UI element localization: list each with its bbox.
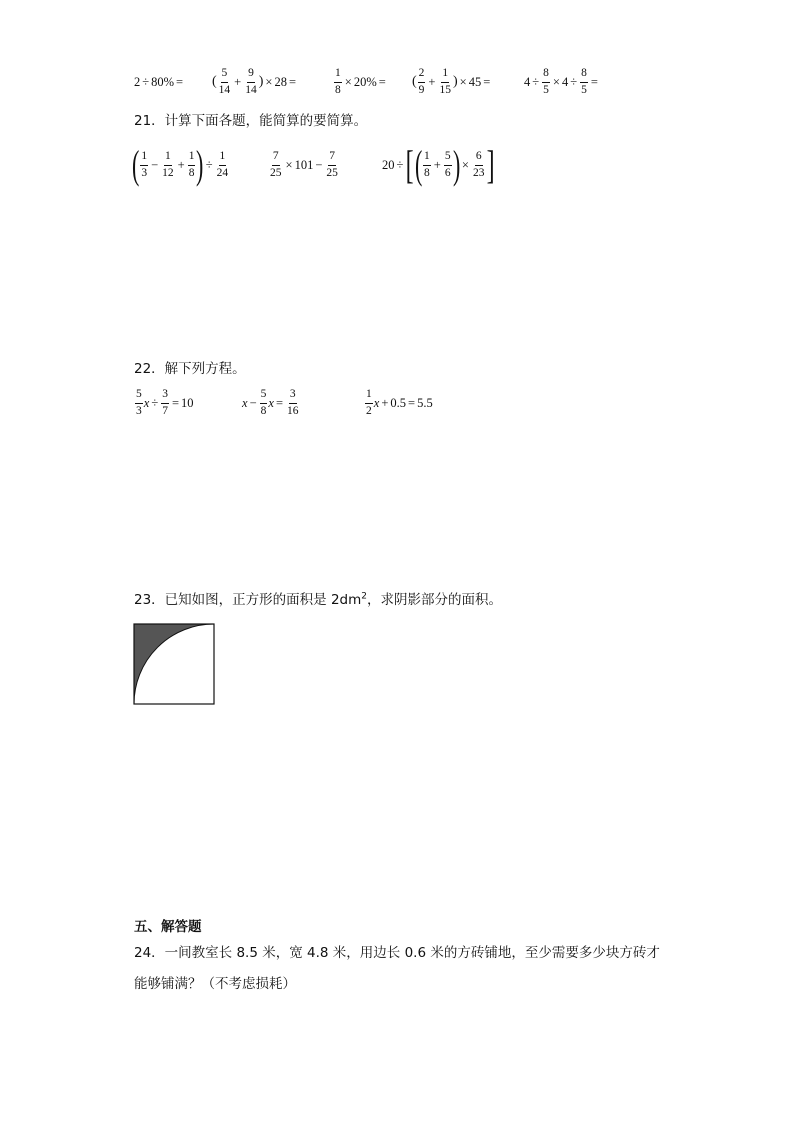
number: 28 <box>274 74 287 89</box>
denominator: 24 <box>216 166 229 179</box>
square-quarter-circle-figure <box>133 623 215 705</box>
number: 4 <box>561 74 569 89</box>
fraction <box>334 68 342 96</box>
fraction <box>135 389 143 417</box>
minus-sign: − <box>315 157 323 172</box>
times-sign: × <box>461 157 469 172</box>
plus-sign: + <box>381 395 389 410</box>
section-title: 五、解答题 <box>134 919 202 935</box>
title-text: ，求阴影部分的面积。 <box>367 592 503 608</box>
question-23-title <box>134 588 502 608</box>
fraction <box>580 68 588 96</box>
fraction <box>161 151 175 179</box>
fraction <box>188 151 196 179</box>
expr-21-1 <box>132 143 230 187</box>
fraction <box>472 151 486 179</box>
minus-sign: − <box>249 395 257 410</box>
denominator: 8 <box>335 83 341 96</box>
divide-sign: ÷ <box>532 74 540 89</box>
expr-20-2 <box>212 64 298 100</box>
numerator: 6 <box>475 151 483 166</box>
fraction <box>140 151 148 179</box>
plus-sign: + <box>177 157 185 172</box>
number: 20% <box>353 74 377 89</box>
numerator: 1 <box>365 389 373 404</box>
denominator: 15 <box>439 83 451 96</box>
denominator: 3 <box>141 166 148 179</box>
expr-20-1 <box>134 64 185 100</box>
fraction <box>418 68 426 96</box>
variable-x: x <box>268 395 274 410</box>
denominator: 3 <box>136 404 142 417</box>
denominator: 5 <box>581 83 587 96</box>
number: 20 <box>382 157 395 172</box>
divide-sign: ÷ <box>205 157 213 172</box>
numerator: 1 <box>140 151 148 166</box>
plus-sign: + <box>433 157 441 172</box>
question-24-line-1: 24．一间教室长 8.5 米，宽 4.8 米，用边长 0.6 米的方砖铺地，至少需要多少块方砖才 <box>134 945 660 961</box>
divide-sign: ÷ <box>396 157 404 172</box>
exponent: 2 <box>361 591 368 602</box>
fraction <box>542 68 550 96</box>
left-paren: ( <box>131 142 140 187</box>
plus-sign: + <box>234 74 242 89</box>
numerator: 1 <box>164 151 172 166</box>
numerator: 9 <box>247 68 255 83</box>
times-sign: × <box>344 74 352 89</box>
equals-sign: = <box>378 74 386 89</box>
equation-22-2 <box>242 384 301 422</box>
equals-sign: = <box>275 395 283 410</box>
title-text: 23．已知如图，正方形的面积是 2dm <box>134 592 362 608</box>
minus-sign: − <box>151 157 159 172</box>
right-bracket: ] <box>487 142 496 187</box>
fraction <box>423 151 431 179</box>
fraction <box>216 151 230 179</box>
numerator: 1 <box>441 68 449 83</box>
question-21-title: 21．计算下面各题，能简算的要简算。 <box>134 113 368 129</box>
denominator: 25 <box>326 166 338 179</box>
denominator: 8 <box>424 166 430 179</box>
left-paren: ( <box>414 142 423 187</box>
expr-21-3 <box>382 143 496 187</box>
denominator: 7 <box>162 404 168 417</box>
times-sign: × <box>285 157 293 172</box>
equals-sign: = <box>590 74 598 89</box>
number: 5.5 <box>417 395 433 410</box>
denominator: 2 <box>366 404 372 417</box>
equals-sign: = <box>408 395 416 410</box>
fraction <box>161 389 169 417</box>
left-bracket: [ <box>406 142 415 187</box>
left-paren: ( <box>212 74 217 89</box>
right-paren: ) <box>258 74 264 89</box>
question-22-title: 22．解下列方程。 <box>134 361 246 377</box>
variable-x: x <box>373 395 380 410</box>
right-paren: ) <box>452 142 460 187</box>
expr-20-4 <box>412 64 492 100</box>
numerator: 1 <box>334 68 342 83</box>
numerator: 3 <box>161 389 169 404</box>
question-24-line-2: 能够铺满？（不考虑损耗） <box>134 976 296 992</box>
number: 10 <box>181 395 194 410</box>
denominator: 8 <box>188 166 195 179</box>
number: 4 <box>524 74 531 89</box>
fraction <box>438 68 452 96</box>
denominator: 9 <box>418 83 425 96</box>
plus-sign: + <box>428 74 436 89</box>
fraction <box>444 151 452 179</box>
fraction <box>325 151 339 179</box>
equation-22-3 <box>364 384 433 422</box>
fraction <box>365 389 373 417</box>
numerator: 7 <box>328 151 336 166</box>
right-paren: ) <box>196 142 204 187</box>
numerator: 5 <box>444 151 452 166</box>
equals-sign: = <box>171 395 179 410</box>
fraction <box>244 68 258 96</box>
denominator: 25 <box>270 166 282 179</box>
number: 0.5 <box>390 395 406 410</box>
numerator: 5 <box>260 389 268 404</box>
divide-sign: ÷ <box>570 74 578 89</box>
denominator: 8 <box>260 404 267 417</box>
divide-sign: ÷ <box>142 74 150 89</box>
number: 45 <box>468 74 482 89</box>
times-sign: × <box>265 74 273 89</box>
expr-20-3 <box>333 64 388 100</box>
fraction <box>269 151 283 179</box>
denominator: 14 <box>218 83 231 96</box>
times-sign: × <box>459 74 467 89</box>
equation-22-1 <box>134 384 194 422</box>
numerator: 5 <box>221 68 229 83</box>
denominator: 14 <box>245 83 257 96</box>
numerator: 2 <box>418 68 426 83</box>
times-sign: × <box>552 74 560 89</box>
right-paren: ) <box>452 74 458 89</box>
denominator: 23 <box>472 166 485 179</box>
shaded-region <box>134 624 214 704</box>
variable-x: x <box>143 395 150 410</box>
denominator: 6 <box>444 166 451 179</box>
denominator: 5 <box>543 83 549 96</box>
numerator: 8 <box>580 68 588 83</box>
numerator: 1 <box>188 151 196 166</box>
denominator: 12 <box>162 166 174 179</box>
numerator: 3 <box>289 389 297 404</box>
divide-sign: ÷ <box>151 395 159 410</box>
number: 101 <box>294 157 314 172</box>
numerator: 5 <box>135 389 143 404</box>
fraction <box>218 68 232 96</box>
left-paren: ( <box>412 74 417 89</box>
numerator: 8 <box>542 68 550 83</box>
equals-sign: = <box>483 74 491 89</box>
expr-21-2 <box>268 143 340 187</box>
denominator: 16 <box>287 404 299 417</box>
numerator: 1 <box>423 151 431 166</box>
expr-20-5 <box>524 64 600 100</box>
equals-sign: = <box>176 74 184 89</box>
fraction <box>260 389 268 417</box>
fraction <box>286 389 300 417</box>
variable-x: x <box>242 395 248 410</box>
equals-sign: = <box>288 74 297 89</box>
number: 2 <box>134 74 141 89</box>
number: 80% <box>151 74 175 89</box>
numerator: 7 <box>272 151 280 166</box>
numerator: 1 <box>219 151 227 166</box>
